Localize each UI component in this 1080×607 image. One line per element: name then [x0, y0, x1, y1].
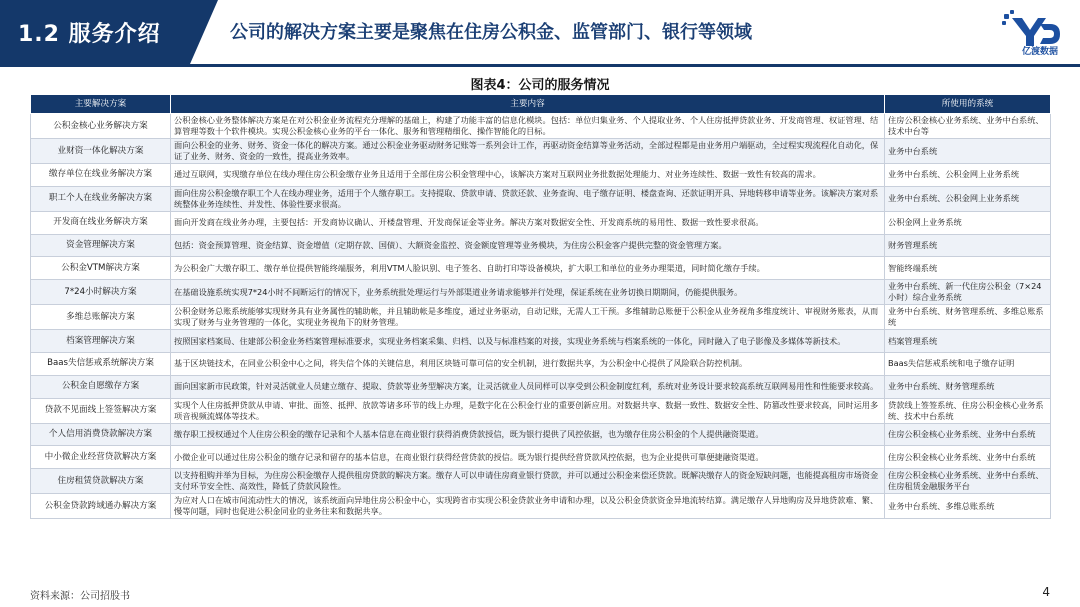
- content-cell: 通过互联网，实现缴存单位在线办理住房公积金缴存业务且适用于全部住房公积金管理中心，该解决方案对互联网业务批数据处理能力、对业务连续性、数据一致性有较高的需求。: [171, 164, 885, 187]
- table-row: [31, 398, 1051, 423]
- system-cell: 业务中台系统、财务管理系统、多维总账系统: [885, 305, 1051, 330]
- services-table: [30, 94, 1051, 519]
- table-row: [31, 234, 1051, 257]
- solution-name-cell: 资金管理解决方案: [31, 234, 171, 257]
- content-cell: 小微企业可以通过住房公积金的缴存记录和留存的基本信息，在商业银行获得经营贷款的授信。既为银行提供经营贷款风控依据，也为企业提供可靠便捷融资渠道。: [171, 446, 885, 469]
- figure-title: 图表4：公司的服务情况: [470, 78, 610, 93]
- table-header-row: [31, 95, 1051, 114]
- top-bar: [0, 0, 1080, 68]
- page-headline: 公司的解决方案主要是聚焦在住房公积金、监管部门、银行等领域: [230, 22, 752, 43]
- system-cell: Baas失信惩戒系统和电子缴存证明: [885, 352, 1051, 375]
- solution-name-cell: 公积金VTM解决方案: [31, 257, 171, 280]
- system-cell: 档案管理系统: [885, 330, 1051, 353]
- content-cell: 以支持租购并举为目标，为住房公积金缴存人提供租房贷款的解决方案。缴存人可以申请住房商业银行贷款，并可以通过公积金来偿还贷款。既解决缴存人的资金短缺问题，也能提高租房市场资金支付环节安全性、高效性，降低了贷款风险性。: [171, 469, 885, 494]
- content-cell: 实现个人住房抵押贷款从申请、审批、面签、抵押、放款等诸多环节的线上办理，是数字化在公积金行业的重要创新应用。对数据共享、数据一致性、数据安全性、防篡改性要求较高，同时运用多项音视频流媒体等技术。: [171, 398, 885, 423]
- solution-name-cell: Baas失信惩戒系统解决方案: [31, 352, 171, 375]
- system-cell: 公积金网上业务系统: [885, 211, 1051, 234]
- system-cell: 业务中台系统、新一代住房公积金（7×24小时）综合业务系统: [885, 280, 1051, 305]
- content-cell: 公积金财务总账系统能够实现财务具有业务属性的辅助帐，并且辅助帐是多维度，通过业务驱动，自动记账，无需人工干预。多维辅助总账便于公积金从业务视角多维度统计、审视财务账表，从而实现了财务与业务管理的一体化，实现业务视角下的财务管理。: [171, 305, 885, 330]
- solution-name-cell: 多维总账解决方案: [31, 305, 171, 330]
- company-logo-text: 亿渡数据: [1021, 47, 1058, 57]
- table-row: [31, 164, 1051, 187]
- content-cell: 在基础设施系统实现7*24小时不间断运行的情况下，业务系统批处理运行与外部渠道业务请求能够并行处理，保证系统在业务切换日期期间，仍能提供服务。: [171, 280, 885, 305]
- table-row: [31, 375, 1051, 398]
- content-cell: 按照国家档案局、住建部公积金业务档案管理标准要求，实现业务档案采集、归档、以及与标准档案的对接，实现业务系统与档案系统的一体化，同时融入了电子影像及多媒体等新技术。: [171, 330, 885, 353]
- table-row: [31, 114, 1051, 139]
- solution-name-cell: 业财资一体化解决方案: [31, 139, 171, 164]
- content-cell: 缴存职工授权通过个人住房公积金的缴存记录和个人基本信息在商业银行获得消费贷款授信，既为银行提供了风控依据，也为缴存住房公积金的个人提供融资渠道。: [171, 423, 885, 446]
- solution-name-cell: 开发商在线业务解决方案: [31, 211, 171, 234]
- content-cell: 公积金核心业务整体解决方案是在对公积金业务流程充分理解的基础上，构建了功能丰富的信息化模块。包括：单位归集业务、个人提取业务、个人住房抵押贷款业务、开发商管理、权证管理、结算管理等数十个软件模块。实现公积金核心业务的平台一体化、服务和管理精细化、操作智能化的目标。: [171, 114, 885, 139]
- system-cell: 住房公积金核心业务系统、业务中台系统: [885, 423, 1051, 446]
- page-number: 4: [1042, 585, 1050, 599]
- system-cell: 业务中台系统、公积金网上业务系统: [885, 164, 1051, 187]
- table-row: [31, 469, 1051, 494]
- table-row: [31, 305, 1051, 330]
- solution-name-cell: 个人信用消费贷款解决方案: [31, 423, 171, 446]
- system-cell: 贷款线上签签系统、住房公积金核心业务系统、技术中台系统: [885, 398, 1051, 423]
- table-row: [31, 494, 1051, 519]
- solution-name-cell: 贷款不见面线上签签解决方案: [31, 398, 171, 423]
- solution-name-cell: 公积金贷款跨域通办解决方案: [31, 494, 171, 519]
- column-header-system: 所使用的系统: [885, 95, 1051, 114]
- content-cell: 面向住房公积金缴存职工个人在线办理业务，适用于个人缴存职工。支持提取、贷款申请、贷款还款、业务查询、电子缴存证明、楼盘查询、还款证明开具、异地转移申请等业务。该解决方案对系统整体业务连续性、并发性、体验性要求很高。: [171, 186, 885, 211]
- table-row: [31, 446, 1051, 469]
- column-header-content: 主要内容: [171, 95, 885, 114]
- content-cell: 面向国家新市民政策，针对灵活就业人员建立缴存、提取、贷款等业务型解决方案，让灵活就业人员同样可以享受到公积金制度红利，系统对业务设计要求较高系统互联网易用性和性能要求较高。: [171, 375, 885, 398]
- source-note: 资料来源：公司招股书: [30, 591, 130, 602]
- system-cell: 智能终端系统: [885, 257, 1051, 280]
- system-cell: 住房公积金核心业务系统、业务中台系统: [885, 446, 1051, 469]
- table-row: [31, 423, 1051, 446]
- solution-name-cell: 7*24小时解决方案: [31, 280, 171, 305]
- solution-name-cell: 公积金自愿缴存方案: [31, 375, 171, 398]
- table-row: [31, 186, 1051, 211]
- system-cell: 业务中台系统、公积金网上业务系统: [885, 186, 1051, 211]
- solution-name-cell: 职工个人在线业务解决方案: [31, 186, 171, 211]
- system-cell: 财务管理系统: [885, 234, 1051, 257]
- section-title: 1.2 服务介绍: [0, 0, 190, 64]
- system-cell: 业务中台系统、多维总账系统: [885, 494, 1051, 519]
- header-divider: [0, 64, 1080, 67]
- table-row: [31, 139, 1051, 164]
- table-row: [31, 352, 1051, 375]
- table-row: [31, 257, 1051, 280]
- content-cell: 为应对人口在城市间流动性大的情况，该系统面向异地住房公积金中心，实现跨省市实现公积金贷款业务申请和办理，以及公积金贷款资金异地流转结算。满足缴存人异地购房及异地贷款难、繁、慢等问题，同时也促进公积金同业的业务往来和数据共享。: [171, 494, 885, 519]
- content-cell: 为公积金广大缴存职工、缴存单位提供智能终端服务，利用VTM人脸识别、电子签名、自助打印等设备模块，扩大职工和单位的业务办理渠道，同时简化缴存手续。: [171, 257, 885, 280]
- system-cell: 业务中台系统: [885, 139, 1051, 164]
- solution-name-cell: 档案管理解决方案: [31, 330, 171, 353]
- solution-name-cell: 公积金核心业务解决方案: [31, 114, 171, 139]
- system-cell: 业务中台系统、财务管理系统: [885, 375, 1051, 398]
- content-cell: 基于区块链技术，在同业公积金中心之间，将失信个体的关键信息，利用区块链可靠可信的安全机制，进行数据共享，为公积金中心提供了风险联合防控机制。: [171, 352, 885, 375]
- content-cell: 面向开发商在线业务办理，主要包括：开发商协议确认、开楼盘管理、开发商保证金等业务。解决方案对数据安全性、开发商系统的易用性、数据一致性要求很高。: [171, 211, 885, 234]
- solution-name-cell: 住房租赁贷款解决方案: [31, 469, 171, 494]
- system-cell: 住房公积金核心业务系统、业务中台系统、技术中台等: [885, 114, 1051, 139]
- solution-name-cell: 中小微企业经营贷款解决方案: [31, 446, 171, 469]
- table-row: [31, 211, 1051, 234]
- column-header-solution: 主要解决方案: [31, 95, 171, 114]
- system-cell: 住房公积金核心业务系统、业务中台系统、住房租赁金融服务平台: [885, 469, 1051, 494]
- solution-name-cell: 缴存单位在线业务解决方案: [31, 164, 171, 187]
- content-cell: 包括：资金预算管理、资金结算、资金增值（定期存款、国债）、大额资金监控、资金额度管理等业务模块，为住房公积金客户提供完整的资金管理方案。: [171, 234, 885, 257]
- table-row: [31, 280, 1051, 305]
- content-cell: 面向公积金的业务、财务、资金一体化的解决方案。通过公积金业务驱动财务记账等一系列会计工作，再驱动资金结算等业务活动，全部过程都是由业务用户端驱动，全过程实现流程化自动化，保证了业务、财务、资金的一致性，提高业务效率。: [171, 139, 885, 164]
- table-row: [31, 330, 1051, 353]
